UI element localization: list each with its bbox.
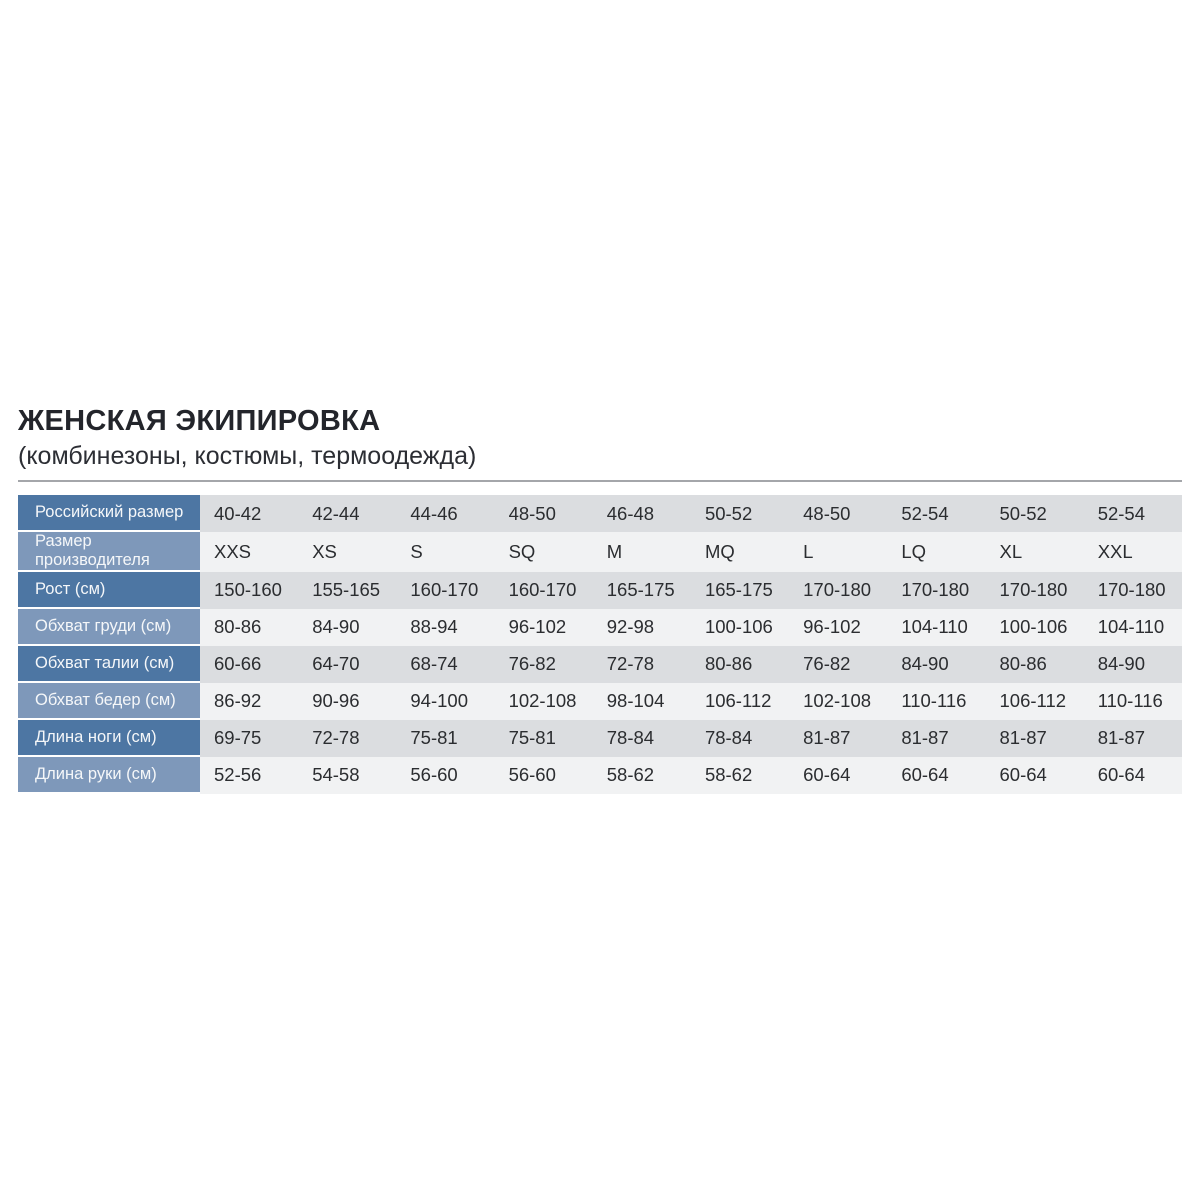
size-cell: 170-180	[986, 572, 1084, 609]
size-cell: LQ	[887, 532, 985, 572]
size-cell: 150-160	[200, 572, 298, 609]
size-cell: 102-108	[789, 683, 887, 720]
size-chart-section	[18, 404, 1182, 794]
size-cell: 80-86	[691, 646, 789, 683]
size-cell: XXS	[200, 532, 298, 572]
row-label: Обхват талии (см)	[18, 646, 200, 683]
size-cell: 76-82	[789, 646, 887, 683]
size-cell: 98-104	[593, 683, 691, 720]
size-cell: M	[593, 532, 691, 572]
size-cell: 102-108	[495, 683, 593, 720]
size-cell: 96-102	[495, 609, 593, 646]
size-cell: 58-62	[691, 757, 789, 794]
size-cell: 60-64	[789, 757, 887, 794]
size-cell: 160-170	[495, 572, 593, 609]
size-cell: 86-92	[200, 683, 298, 720]
size-cell: 100-106	[986, 609, 1084, 646]
row-label: Обхват бедер (см)	[18, 683, 200, 720]
size-cell: 155-165	[298, 572, 396, 609]
size-cell: 81-87	[887, 720, 985, 757]
size-cell: 80-86	[986, 646, 1084, 683]
size-cell: 68-74	[396, 646, 494, 683]
size-cell: 72-78	[298, 720, 396, 757]
size-cell: 60-66	[200, 646, 298, 683]
size-cell: 46-48	[593, 495, 691, 532]
size-cell: 42-44	[298, 495, 396, 532]
size-cell: S	[396, 532, 494, 572]
size-cell: 52-56	[200, 757, 298, 794]
table-row	[18, 609, 1182, 646]
row-label: Рост (см)	[18, 572, 200, 609]
row-label: Обхват груди (см)	[18, 609, 200, 646]
size-cell: XS	[298, 532, 396, 572]
size-cell: L	[789, 532, 887, 572]
size-cell: 60-64	[887, 757, 985, 794]
size-cell: 69-75	[200, 720, 298, 757]
size-cell: 52-54	[1084, 495, 1182, 532]
size-cell: 84-90	[887, 646, 985, 683]
size-cell: 81-87	[986, 720, 1084, 757]
size-cell: 80-86	[200, 609, 298, 646]
divider-line	[18, 480, 1182, 482]
size-cell: 58-62	[593, 757, 691, 794]
size-cell: 110-116	[1084, 683, 1182, 720]
size-cell: 56-60	[396, 757, 494, 794]
row-label: Длина ноги (см)	[18, 720, 200, 757]
row-label: Размер производителя	[18, 532, 200, 572]
size-cell: 170-180	[887, 572, 985, 609]
size-table-body	[18, 495, 1182, 794]
size-cell: 64-70	[298, 646, 396, 683]
size-cell: 60-64	[986, 757, 1084, 794]
row-label: Длина руки (см)	[18, 757, 200, 794]
table-row	[18, 495, 1182, 532]
size-cell: 170-180	[1084, 572, 1182, 609]
table-row	[18, 532, 1182, 572]
size-cell: 96-102	[789, 609, 887, 646]
size-cell: 72-78	[593, 646, 691, 683]
size-cell: 48-50	[495, 495, 593, 532]
size-cell: 56-60	[495, 757, 593, 794]
page-title: ЖЕНСКАЯ ЭКИПИРОВКА	[18, 405, 381, 437]
size-cell: 106-112	[986, 683, 1084, 720]
table-row	[18, 646, 1182, 683]
size-cell: 75-81	[396, 720, 494, 757]
size-cell: 165-175	[593, 572, 691, 609]
size-cell: 54-58	[298, 757, 396, 794]
page-subtitle: (комбинезоны, костюмы, термоодежда)	[18, 442, 477, 470]
size-cell: 104-110	[1084, 609, 1182, 646]
size-cell: 84-90	[298, 609, 396, 646]
size-cell: 75-81	[495, 720, 593, 757]
size-cell: 104-110	[887, 609, 985, 646]
size-cell: SQ	[495, 532, 593, 572]
size-cell: 84-90	[1084, 646, 1182, 683]
size-cell: 76-82	[495, 646, 593, 683]
size-cell: XL	[986, 532, 1084, 572]
size-cell: 100-106	[691, 609, 789, 646]
size-cell: XXL	[1084, 532, 1182, 572]
size-cell: 170-180	[789, 572, 887, 609]
size-cell: 106-112	[691, 683, 789, 720]
size-cell: 40-42	[200, 495, 298, 532]
size-cell: 94-100	[396, 683, 494, 720]
size-cell: 48-50	[789, 495, 887, 532]
size-cell: 81-87	[1084, 720, 1182, 757]
size-cell: 160-170	[396, 572, 494, 609]
size-cell: 78-84	[691, 720, 789, 757]
size-cell: 60-64	[1084, 757, 1182, 794]
size-cell: 78-84	[593, 720, 691, 757]
table-row	[18, 720, 1182, 757]
row-label: Российский размер	[18, 495, 200, 532]
size-cell: 44-46	[396, 495, 494, 532]
table-row	[18, 572, 1182, 609]
size-table	[18, 495, 1182, 794]
size-cell: 50-52	[691, 495, 789, 532]
size-cell: 81-87	[789, 720, 887, 757]
size-cell: 52-54	[887, 495, 985, 532]
table-row	[18, 683, 1182, 720]
size-cell: 88-94	[396, 609, 494, 646]
size-cell: 50-52	[986, 495, 1084, 532]
size-cell: 92-98	[593, 609, 691, 646]
size-cell: 90-96	[298, 683, 396, 720]
table-row	[18, 757, 1182, 794]
size-cell: 110-116	[887, 683, 985, 720]
size-cell: 165-175	[691, 572, 789, 609]
size-cell: MQ	[691, 532, 789, 572]
